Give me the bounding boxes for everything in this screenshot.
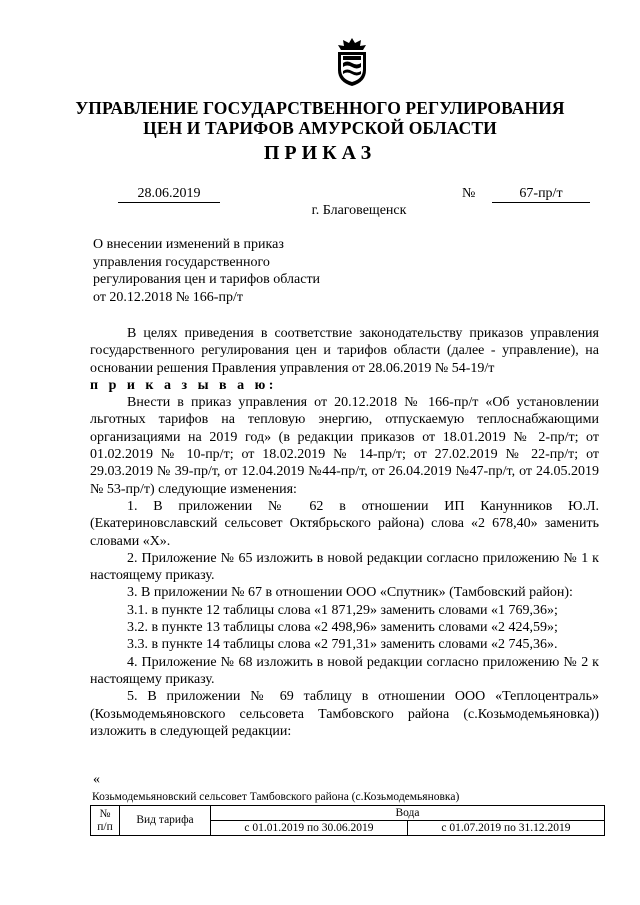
org-name-line2: ЦЕН И ТАРИФОВ АМУРСКОЙ ОБЛАСТИ	[143, 118, 497, 138]
org-name-line1: УПРАВЛЕНИЕ ГОСУДАРСТВЕННОГО РЕГУЛИРОВАНИЯ	[75, 98, 565, 118]
period-1-header: с 01.01.2019 по 30.06.2019	[211, 821, 408, 836]
water-group-header: Вода	[211, 806, 605, 821]
preamble: В целях приведения в соответствие законодательству приказов управления государственного регулирования цен и тарифов области (далее - управление), на основании решения Правления управления от 28.06.2019 № 54-19/т	[90, 326, 599, 376]
item-3: 3. В приложении № 67 в отношении ООО «Спутник» (Тамбовский район):	[127, 585, 573, 601]
order-number: 67-пр/т	[492, 186, 590, 203]
subject-line: управления государственного	[93, 254, 270, 270]
order-date: 28.06.2019	[118, 186, 220, 203]
period-2-header: с 01.07.2019 по 31.12.2019	[408, 821, 605, 836]
col-tariff-type-header: Вид тарифа	[120, 806, 211, 836]
subject-line: регулирования цен и тарифов области	[93, 272, 321, 287]
item-4: 4. Приложение № 68 изложить в новой редакции согласно приложению № 2 к настоящему приказу.	[90, 654, 599, 687]
item-3-2: 3.2. в пункте 13 таблицы слова «2 498,96» заменить словами «2 424,59»;	[127, 620, 558, 636]
document-body	[90, 325, 599, 740]
order-word: п р и к а з ы в а ю:	[90, 377, 277, 393]
col-number-line2: п/п	[97, 820, 113, 833]
coat-of-arms-icon	[331, 36, 373, 88]
city: г. Благовещенск	[311, 203, 407, 218]
table-caption: Козьмодемьяновский сельсовет Тамбовского района (с.Козьмодемьяновка)	[92, 791, 460, 803]
tariff-table	[90, 805, 605, 836]
document-type: ПРИКАЗ	[263, 142, 377, 164]
table-row	[91, 806, 605, 821]
col-number-line1: №	[99, 807, 111, 820]
item-3-1: 3.1. в пункте 12 таблицы слова «1 871,29» заменить словами «1 769,36»;	[127, 602, 558, 618]
col-number-header	[91, 806, 120, 836]
item-3-3: 3.3. в пункте 14 таблицы слова «2 791,31» заменить словами «2 745,36».	[127, 637, 558, 653]
main-clause: Внести в приказ управления от 20.12.2018 № 166-пр/т «Об установлении льготных тарифов на тепловую энергию, отпускаемую теплоснабжающими организациями на 2019 год» (в редакции приказов от 18.01.2019 № 2-пр/т; от 01.02.2019 № 10-пр/т; от 18.02.2019 № 14-пр/т; от 27.02.2019 № 22-пр/т; от 29.03.2019 № 39-пр/т, от 12.04.2019 №44-пр/т, от 26.04.2019 №47-пр/т, от 24.05.2019 № 53-пр/т) следующие изменения:	[90, 395, 599, 497]
subject-block	[93, 236, 393, 306]
item-2: 2. Приложение № 65 изложить в новой редакции согласно приложению № 1 к настоящему приказу.	[90, 550, 599, 584]
item-1: 1. В приложении № 62 в отношении ИП Канунников Ю.Л. (Екатериновславский сельсовет Октябрьского района) слова «2 678,40» заменить словами «Х».	[90, 498, 599, 549]
opening-quote: «	[93, 772, 100, 787]
item-5: 5. В приложении № 69 таблицу в отношении ООО «Теплоцентраль» (Козьмодемьяновского сельсовета Тамбовского района (с.Козьмодемьяновка)) изложить в следующей редакции:	[90, 689, 599, 739]
subject-line: от 20.12.2018 № 166-пр/т	[93, 289, 243, 305]
subject-line: О внесении изменений в приказ	[93, 237, 284, 252]
number-sign: №	[462, 186, 476, 201]
